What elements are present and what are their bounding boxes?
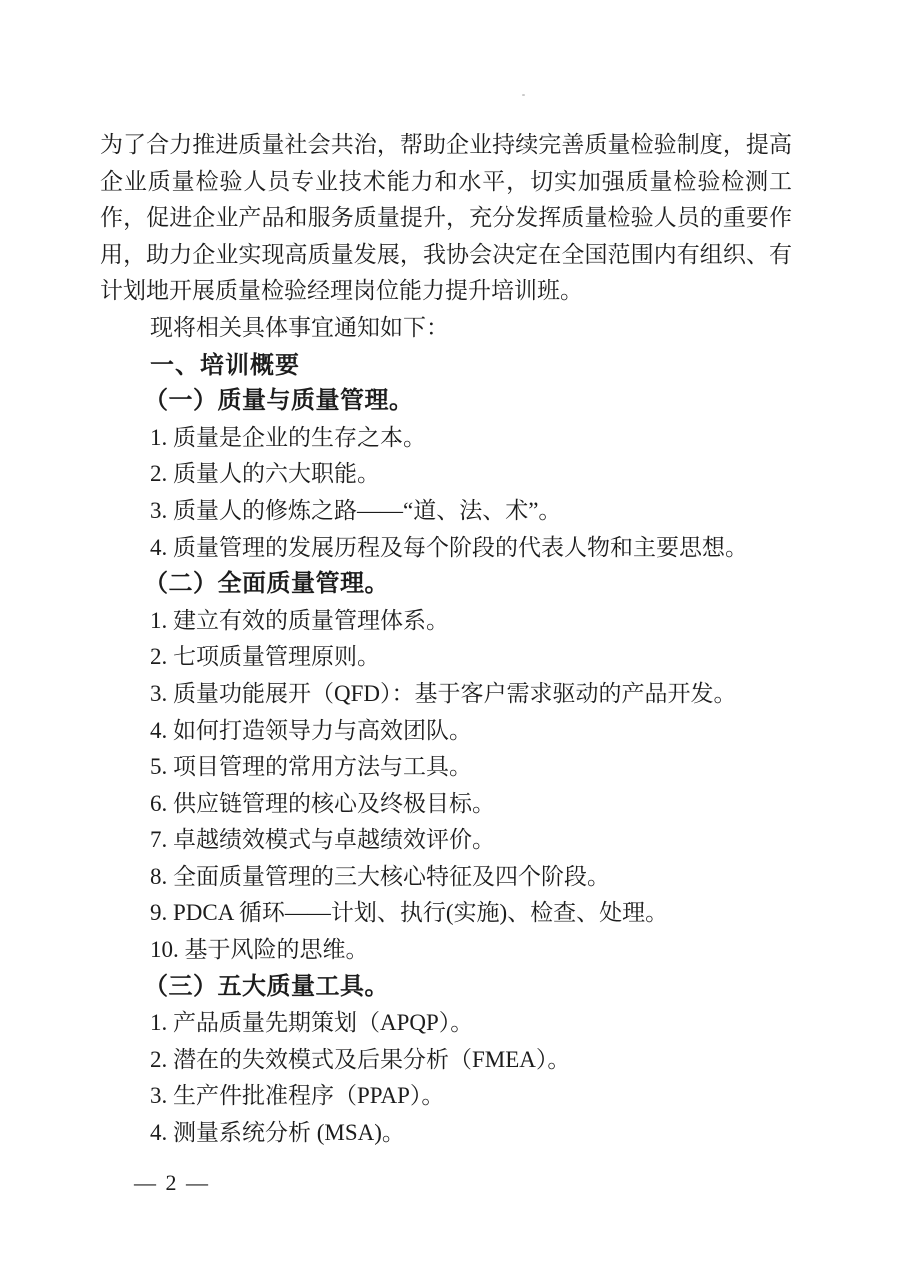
intro-line: 为了合力推进质量社会共治，帮助企业持续完善质量检验制度，提高 [100,132,792,157]
part-heading: 一、培训概要 [150,350,300,379]
list-item: 1. 质量是企业的生存之本。 [150,424,426,450]
section-heading: （一）质量与质量管理。 [144,388,414,415]
intro-line: 企业质量检验人员专业技术能力和水平，切实加强质量检验检测工 [100,168,792,194]
list-item: 2. 潜在的失效模式及后果分析（FMEA）。 [150,1046,571,1072]
list-item: 5. 项目管理的常用方法与工具。 [150,754,472,780]
intro-line: 计划地开展质量检验经理岗位能力提升培训班。 [100,278,583,304]
page-number: — 2 — [134,1170,210,1195]
notice-lead: 现将相关具体事宜通知如下： [150,314,449,340]
list-item: 1. 产品质量先期策划（APQP）。 [150,1010,474,1036]
list-item: 8. 全面质量管理的三大核心特征及四个阶段。 [150,863,610,889]
list-item: 2. 七项质量管理原则。 [150,644,380,670]
list-item: 10. 基于风险的思维。 [150,937,369,963]
list-item: 3. 质量人的修炼之路——“道、法、术”。 [150,497,562,523]
list-item: 9. PDCA 循环——计划、执行(实施)、检查、处理。 [150,900,669,926]
list-item: 4. 质量管理的发展历程及每个阶段的代表人物和主要思想。 [150,534,748,560]
list-item: 3. 生产件批准程序（PPAP）。 [150,1083,445,1109]
section-heading: （二）全面质量管理。 [144,571,389,598]
list-item: 4. 测量系统分析 (MSA)。 [150,1120,405,1146]
intro-line: 作，促进企业产品和服务质量提升，充分发挥质量检验人员的重要作 [100,205,792,231]
scan-artifact [522,94,525,96]
list-item: 4. 如何打造领导力与高效团队。 [150,717,472,743]
list-item: 7. 卓越绩效模式与卓越绩效评价。 [150,827,495,853]
intro-line: 用，助力企业实现高质量发展，我协会决定在全国范围内有组织、有 [100,241,792,267]
section-heading: （三）五大质量工具。 [144,973,389,1000]
list-item: 3. 质量功能展开（QFD）：基于客户需求驱动的产品开发。 [150,680,737,706]
list-item: 6. 供应链管理的核心及终极目标。 [150,790,495,816]
list-item: 1. 建立有效的质量管理体系。 [150,607,449,633]
list-item: 2. 质量人的六大职能。 [150,461,380,487]
document-body [100,127,792,1152]
